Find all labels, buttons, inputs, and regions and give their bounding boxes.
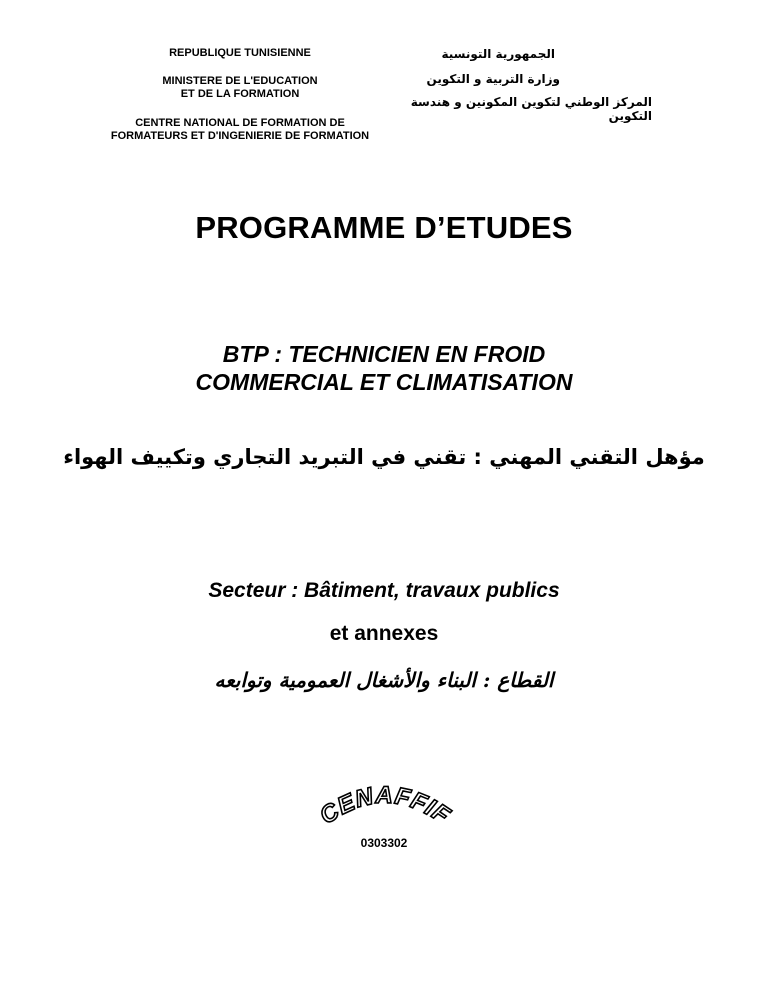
header-center-ar: المركز الوطني لتكوين المكونين و هندسة التكوين xyxy=(410,95,652,123)
header-center-fr-line1: CENTRE NATIONAL DE FORMATION DE xyxy=(135,117,345,129)
header-ministry-fr-line1: MINISTERE DE L'EDUCATION xyxy=(162,75,318,87)
cenaffif-logo xyxy=(300,780,470,840)
qualification-line1: BTP : TECHNICIEN EN FROID xyxy=(222,341,546,367)
page-title: PROGRAMME D’ETUDES xyxy=(195,210,573,245)
program-code: 0303302 xyxy=(360,836,408,850)
header-center-fr-line2: FORMATEURS ET D'INGENIERIE DE FORMATION xyxy=(110,130,370,142)
cenaffif-logo-text: CENAFFIF xyxy=(315,781,456,830)
header-ministry-ar: وزارة التربية و التكوين xyxy=(426,72,560,86)
header-republic-fr: REPUBLIQUE TUNISIENNE xyxy=(169,47,311,59)
qualification-line2: COMMERCIAL ET CLIMATISATION xyxy=(195,369,573,395)
sector-line1: Secteur : Bâtiment, travaux publics xyxy=(208,579,560,602)
header-republic-ar: الجمهورية التونسية xyxy=(441,47,555,61)
header-ministry-fr-line2: ET DE LA FORMATION xyxy=(180,88,300,100)
sector-arabic: القطاع : البناء والأشغال العمومية وتوابعه xyxy=(214,668,554,692)
qualification-arabic: مؤهل التقني المهني : تقني في التبريد التجاري وتكييف الهواء xyxy=(63,445,705,469)
sector-line2: et annexes xyxy=(329,622,439,645)
